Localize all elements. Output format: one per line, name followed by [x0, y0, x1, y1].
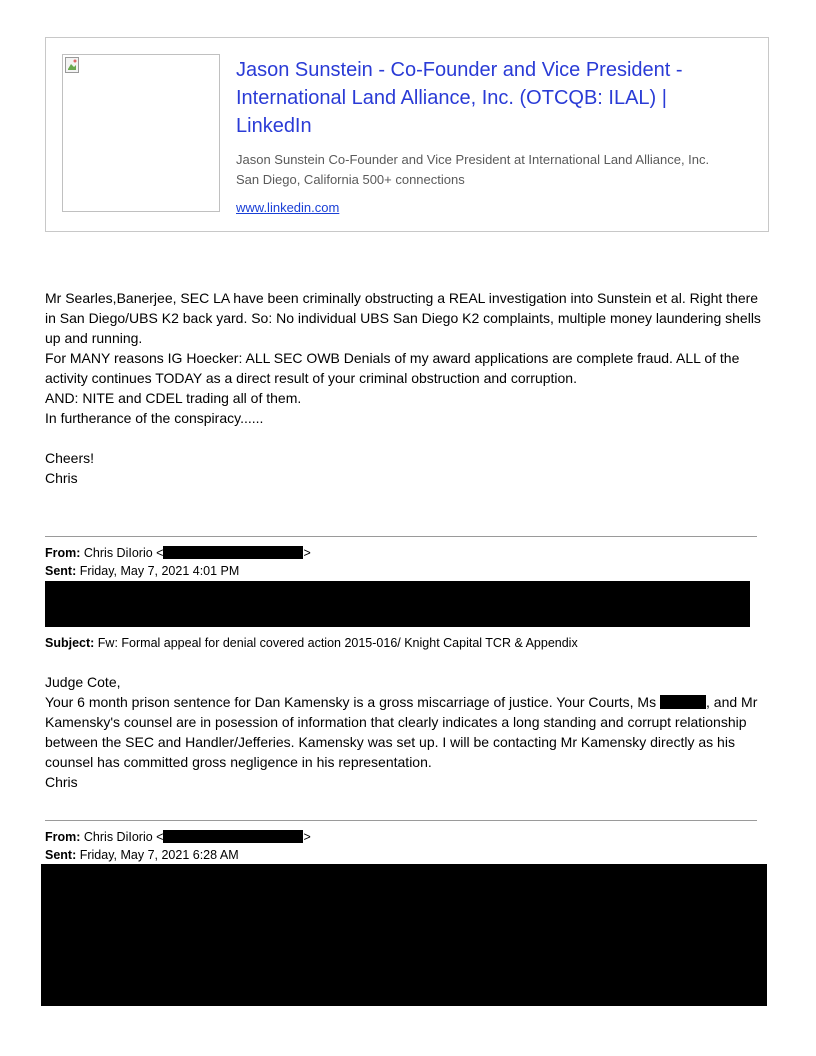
message-line: In furtherance of the conspiracy...... — [45, 410, 264, 426]
link-preview-card[interactable] — [45, 37, 769, 232]
preview-description: Jason Sunstein Co-Founder and Vice President at International Land Alliance, Inc. San Diego, California 500+ connections — [236, 152, 710, 187]
email-from: From: Chris DiIorio < > — [45, 546, 311, 560]
redaction-block — [45, 581, 750, 627]
email-from: From: Chris DiIorio < > — [45, 830, 311, 844]
redaction-block — [660, 695, 706, 709]
divider — [45, 820, 757, 821]
redaction-block — [163, 546, 303, 559]
message-line: For MANY reasons IG Hoecker: ALL SEC OWB Denials of my award applications are complete fraud. ALL of the activity continues TODAY as a direct result of your criminal obstruction and corruption. — [45, 350, 740, 386]
email-greeting: Judge Cote, — [45, 674, 121, 690]
email-paragraph: Your 6 month prison sentence for Dan Kamensky is a gross miscarriage of justice. Your Courts, Ms , and Mr Kamensky's counsel are in posession of information that clearly indicates a long standing and corrupt relationship between the SEC and Handler/Jefferies. Kamensky was set up. I will be contacting Mr Kamensky directly as his counsel has committed gross negligence in his representation. — [45, 694, 758, 770]
redaction-block — [41, 864, 767, 1006]
message-line: Mr Searles,Banerjee, SEC LA have been criminally obstructing a REAL investigation into Sunstein et al. Right there in San Diego/UBS K2 back yard. So: No individual UBS San Diego K2 complaints, multiple money laundering shells up and running. — [45, 290, 761, 346]
message-body — [45, 288, 765, 488]
preview-title[interactable]: Jason Sunstein - Co-Founder and Vice President - International Land Alliance, Inc. (OTCQB: ILAL) | LinkedIn — [236, 59, 683, 137]
email-signature: Chris — [45, 774, 78, 790]
message-signature: Chris — [45, 470, 78, 486]
email-sent: Sent: Friday, May 7, 2021 6:28 AM — [45, 848, 239, 862]
message-line: AND: NITE and CDEL trading all of them. — [45, 390, 302, 406]
email-body — [45, 672, 765, 792]
redaction-block — [163, 830, 303, 843]
message-signoff: Cheers! — [45, 450, 95, 466]
preview-thumbnail — [62, 54, 220, 212]
email-subject: Subject: Fw: Formal appeal for denial covered action 2015-016/ Knight Capital TCR & Appendix — [45, 636, 578, 650]
broken-image-icon — [65, 57, 79, 73]
preview-url-link[interactable]: www.linkedin.com — [236, 200, 340, 215]
email-sent: Sent: Friday, May 7, 2021 4:01 PM — [45, 564, 240, 578]
divider — [45, 536, 757, 537]
